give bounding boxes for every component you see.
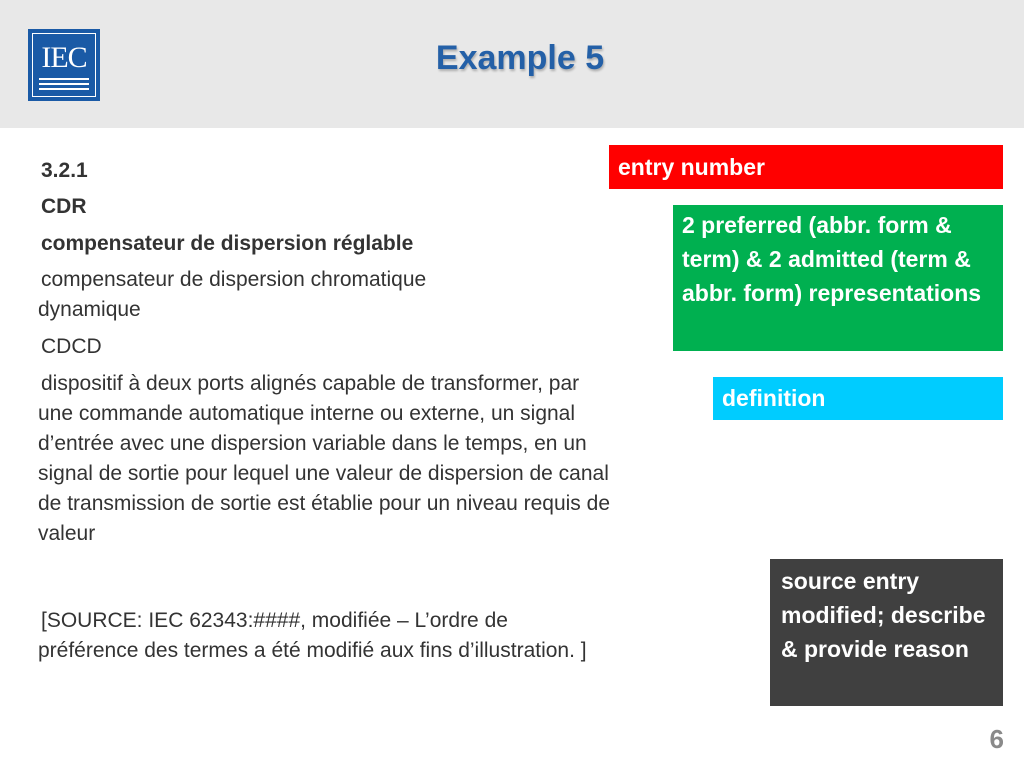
iec-logo-line bbox=[39, 83, 89, 85]
source-note: [SOURCE: IEC 62343:####, modifiée – L’ordre de préférence des termes a été modifié aux fins d’illustration. ] bbox=[38, 609, 587, 662]
page-number: 6 bbox=[989, 724, 1004, 754]
entry-number-label: entry number bbox=[609, 145, 1003, 189]
definition-text: dispositif à deux ports alignés capable de transformer, par une commande automatique interne ou externe, un signal d’entrée avec une dispersion variable dans le temps, en un signal de sortie pour lequel une valeur de dispersion de canal de transmission de sortie est établie pour un niveau requis de valeur bbox=[38, 372, 611, 545]
iec-logo bbox=[28, 29, 100, 101]
source-label: source entry modified; describe & provide reason bbox=[770, 559, 1003, 706]
iec-logo-text: IEC bbox=[41, 41, 87, 74]
term-admitted-2: CDCD bbox=[41, 335, 102, 358]
term-abbreviation: CDR bbox=[41, 195, 87, 218]
representations-label: 2 preferred (abbr. form & term) & 2 admitted (term & abbr. form) representations bbox=[673, 205, 1003, 351]
iec-logo-line bbox=[39, 88, 89, 90]
term-admitted-1: compensateur de dispersion chromatique dynamique bbox=[38, 268, 427, 321]
definition-label: definition bbox=[713, 377, 1003, 420]
iec-logo-frame bbox=[32, 33, 96, 97]
entry-number: 3.2.1 bbox=[41, 159, 88, 182]
slide-header bbox=[0, 0, 1024, 128]
iec-logo-line bbox=[39, 78, 89, 80]
slide-title: Example 5 bbox=[435, 39, 605, 77]
term-preferred: compensateur de dispersion réglable bbox=[41, 232, 414, 255]
